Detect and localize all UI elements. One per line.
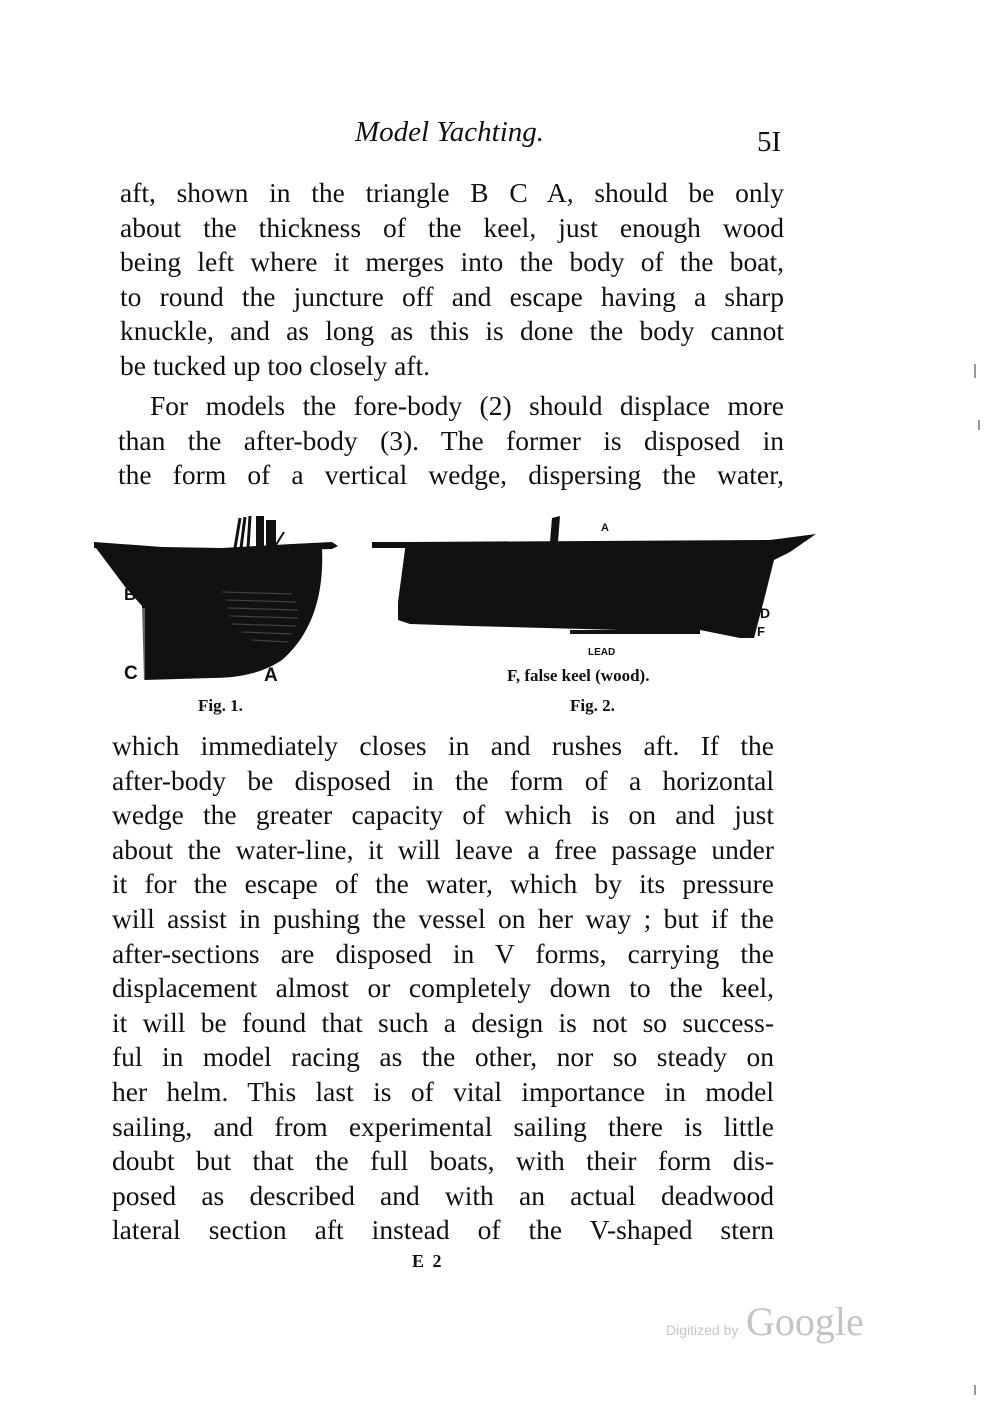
scan-margin-mark [974, 1385, 976, 1395]
text-line: will assist in pushing the vessel on her way ; but if the [112, 902, 774, 934]
figure-2-label-d: D [760, 605, 771, 621]
figure-2-label-a: A [601, 522, 609, 534]
text-line: it will be found that such a design is not so success- [112, 1006, 774, 1038]
text-line: to round the juncture off and escape having a sharp [120, 280, 784, 312]
text-line: wedge the greater capacity of which is on and just [112, 799, 774, 831]
text-line: sailing, and from experimental sailing there is little [112, 1110, 774, 1142]
figure-1-label-b: B [124, 585, 137, 604]
text-line: lateral section aft instead of the V-shaped stern [112, 1214, 774, 1246]
text-line: doubt but that the full boats, with their form dis- [112, 1145, 774, 1177]
text-line: For models the fore-body (2) should displace more [150, 390, 784, 421]
text-line: about the water-line, it will leave a free passage under [112, 833, 774, 865]
figure-2-note: F, false keel (wood). [507, 666, 650, 685]
text-line: after-body be disposed in the form of a horizontal [112, 764, 774, 796]
figure-2-label-lead: LEAD [588, 647, 616, 658]
page-number: 5I [757, 126, 782, 158]
scan-margin-mark [974, 364, 976, 378]
paragraph-1 [120, 176, 784, 384]
figure-2-illustration [370, 512, 818, 644]
figure-1-label-a: A [264, 665, 278, 686]
text-line: be tucked up too closely aft. [120, 349, 431, 381]
figure-1-label-c: C [124, 663, 138, 684]
text-line: about the thickness of the keel, just enough wood [120, 211, 784, 243]
text-line: aft, shown in the triangle B C A, should be only [120, 177, 784, 208]
digitized-by-text: Digitized by [666, 1322, 739, 1338]
text-line: posed as described and with an actual deadwood [112, 1179, 774, 1211]
signature-mark: E 2 [412, 1251, 444, 1271]
text-line: it for the escape of the water, which by its pressure [112, 868, 774, 900]
paragraph-2 [118, 389, 784, 493]
text-line: which immediately closes in and rushes aft. If the [112, 730, 774, 761]
figure-2-label-f: F [757, 624, 765, 639]
google-logo: Google [746, 1299, 864, 1344]
running-header-title: Model Yachting. [355, 116, 545, 148]
scan-margin-mark [978, 420, 980, 430]
paragraph-3 [112, 729, 774, 1248]
text-line: being left where it merges into the body of the boat, [120, 246, 784, 278]
text-line: ful in model racing as the other, nor so steady on [112, 1041, 774, 1073]
figure-1-caption: Fig. 1. [198, 696, 243, 715]
figure-2-caption: Fig. 2. [570, 696, 615, 715]
text-line: her helm. This last is of vital importance in model [112, 1075, 774, 1107]
text-line: after-sections are disposed in V forms, carrying the [112, 937, 774, 969]
text-line: the form of a vertical wedge, dispersing the water, [118, 459, 784, 491]
text-line: displacement almost or completely down to the keel, [112, 972, 774, 1004]
text-line: knuckle, and as long as this is done the body cannot [120, 315, 784, 347]
text-line: than the after-body (3). The former is disposed in [118, 424, 784, 456]
